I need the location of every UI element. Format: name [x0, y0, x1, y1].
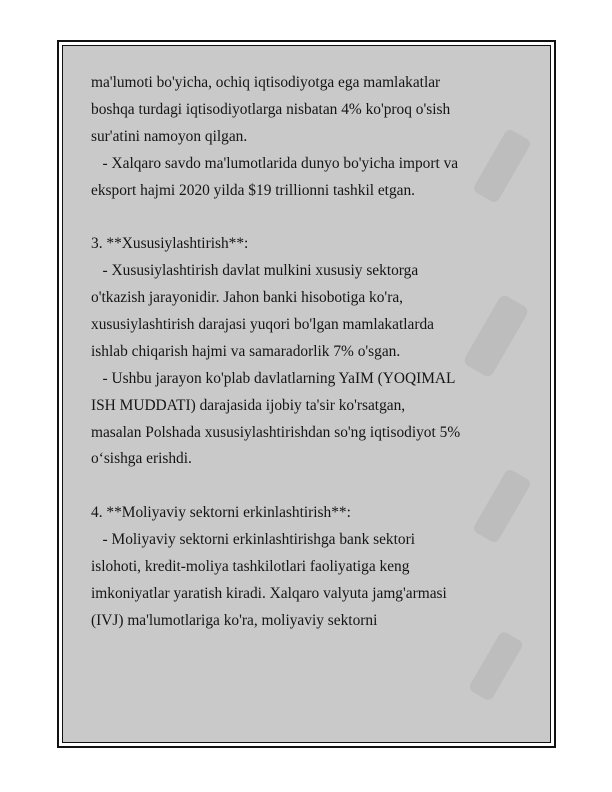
text-line: ma'lumoti bo'yicha, ochiq iqtisodiyotga ega mamlakatlar	[91, 74, 441, 91]
text-line: islohoti, kredit-moliya tashkilotlari faoliyatiga keng	[91, 558, 410, 576]
blank-line	[91, 473, 536, 500]
text-line: - Moliyaviy sektorni erkinlashtirishga bank sektori	[91, 531, 415, 549]
text-line: imkoniyatlar yaratish kiradi. Xalqaro valyuta jamg'armasi	[91, 584, 447, 602]
text-line: eksport hajmi 2020 yilda $19 trillionni tashkil etgan.	[91, 181, 416, 199]
document-text	[91, 70, 536, 635]
text-line: (IVJ) ma'lumotlariga ko'ra, moliyaviy sektorni	[91, 611, 378, 629]
text-line: o'tkazish jarayonidir. Jahon banki hisobotiga ko'ra,	[91, 289, 404, 307]
text-line: - Xalqaro savdo ma'lumotlarida dunyo bo'yicha import va	[91, 154, 459, 172]
section-heading: 4. **Moliyaviy sektorni erkinlashtirish**:	[91, 504, 351, 522]
text-line: - Ushbu jarayon ko'plab davlatlarning YaIM (YOQIMAL	[91, 369, 456, 387]
text-line: masalan Polshada xususiylashtirishdan so'ng iqtisodiyot 5%	[91, 423, 461, 441]
text-line: sur'atini namoyon qilgan.	[91, 127, 248, 145]
text-line: boshqa turdagi iqtisodiyotlarga nisbatan 4% ko'proq o'sish	[91, 100, 451, 118]
text-line: ishlab chiqarish hajmi va samaradorlik 7% o'sgan.	[91, 342, 401, 360]
text-line: - Xususiylashtirish davlat mulkini xususiy sektorga	[91, 262, 419, 280]
blank-line	[91, 204, 536, 231]
text-line: ISH MUDDATI) darajasida ijobiy ta'sir ko'rsatgan,	[91, 396, 406, 414]
section-heading: 3. **Xususiylashtirish**:	[91, 235, 249, 253]
text-line: xususiylashtirish darajasi yuqori bo'lgan mamlakatlarda	[91, 316, 434, 334]
text-line: o‘sishga erishdi.	[91, 450, 192, 468]
